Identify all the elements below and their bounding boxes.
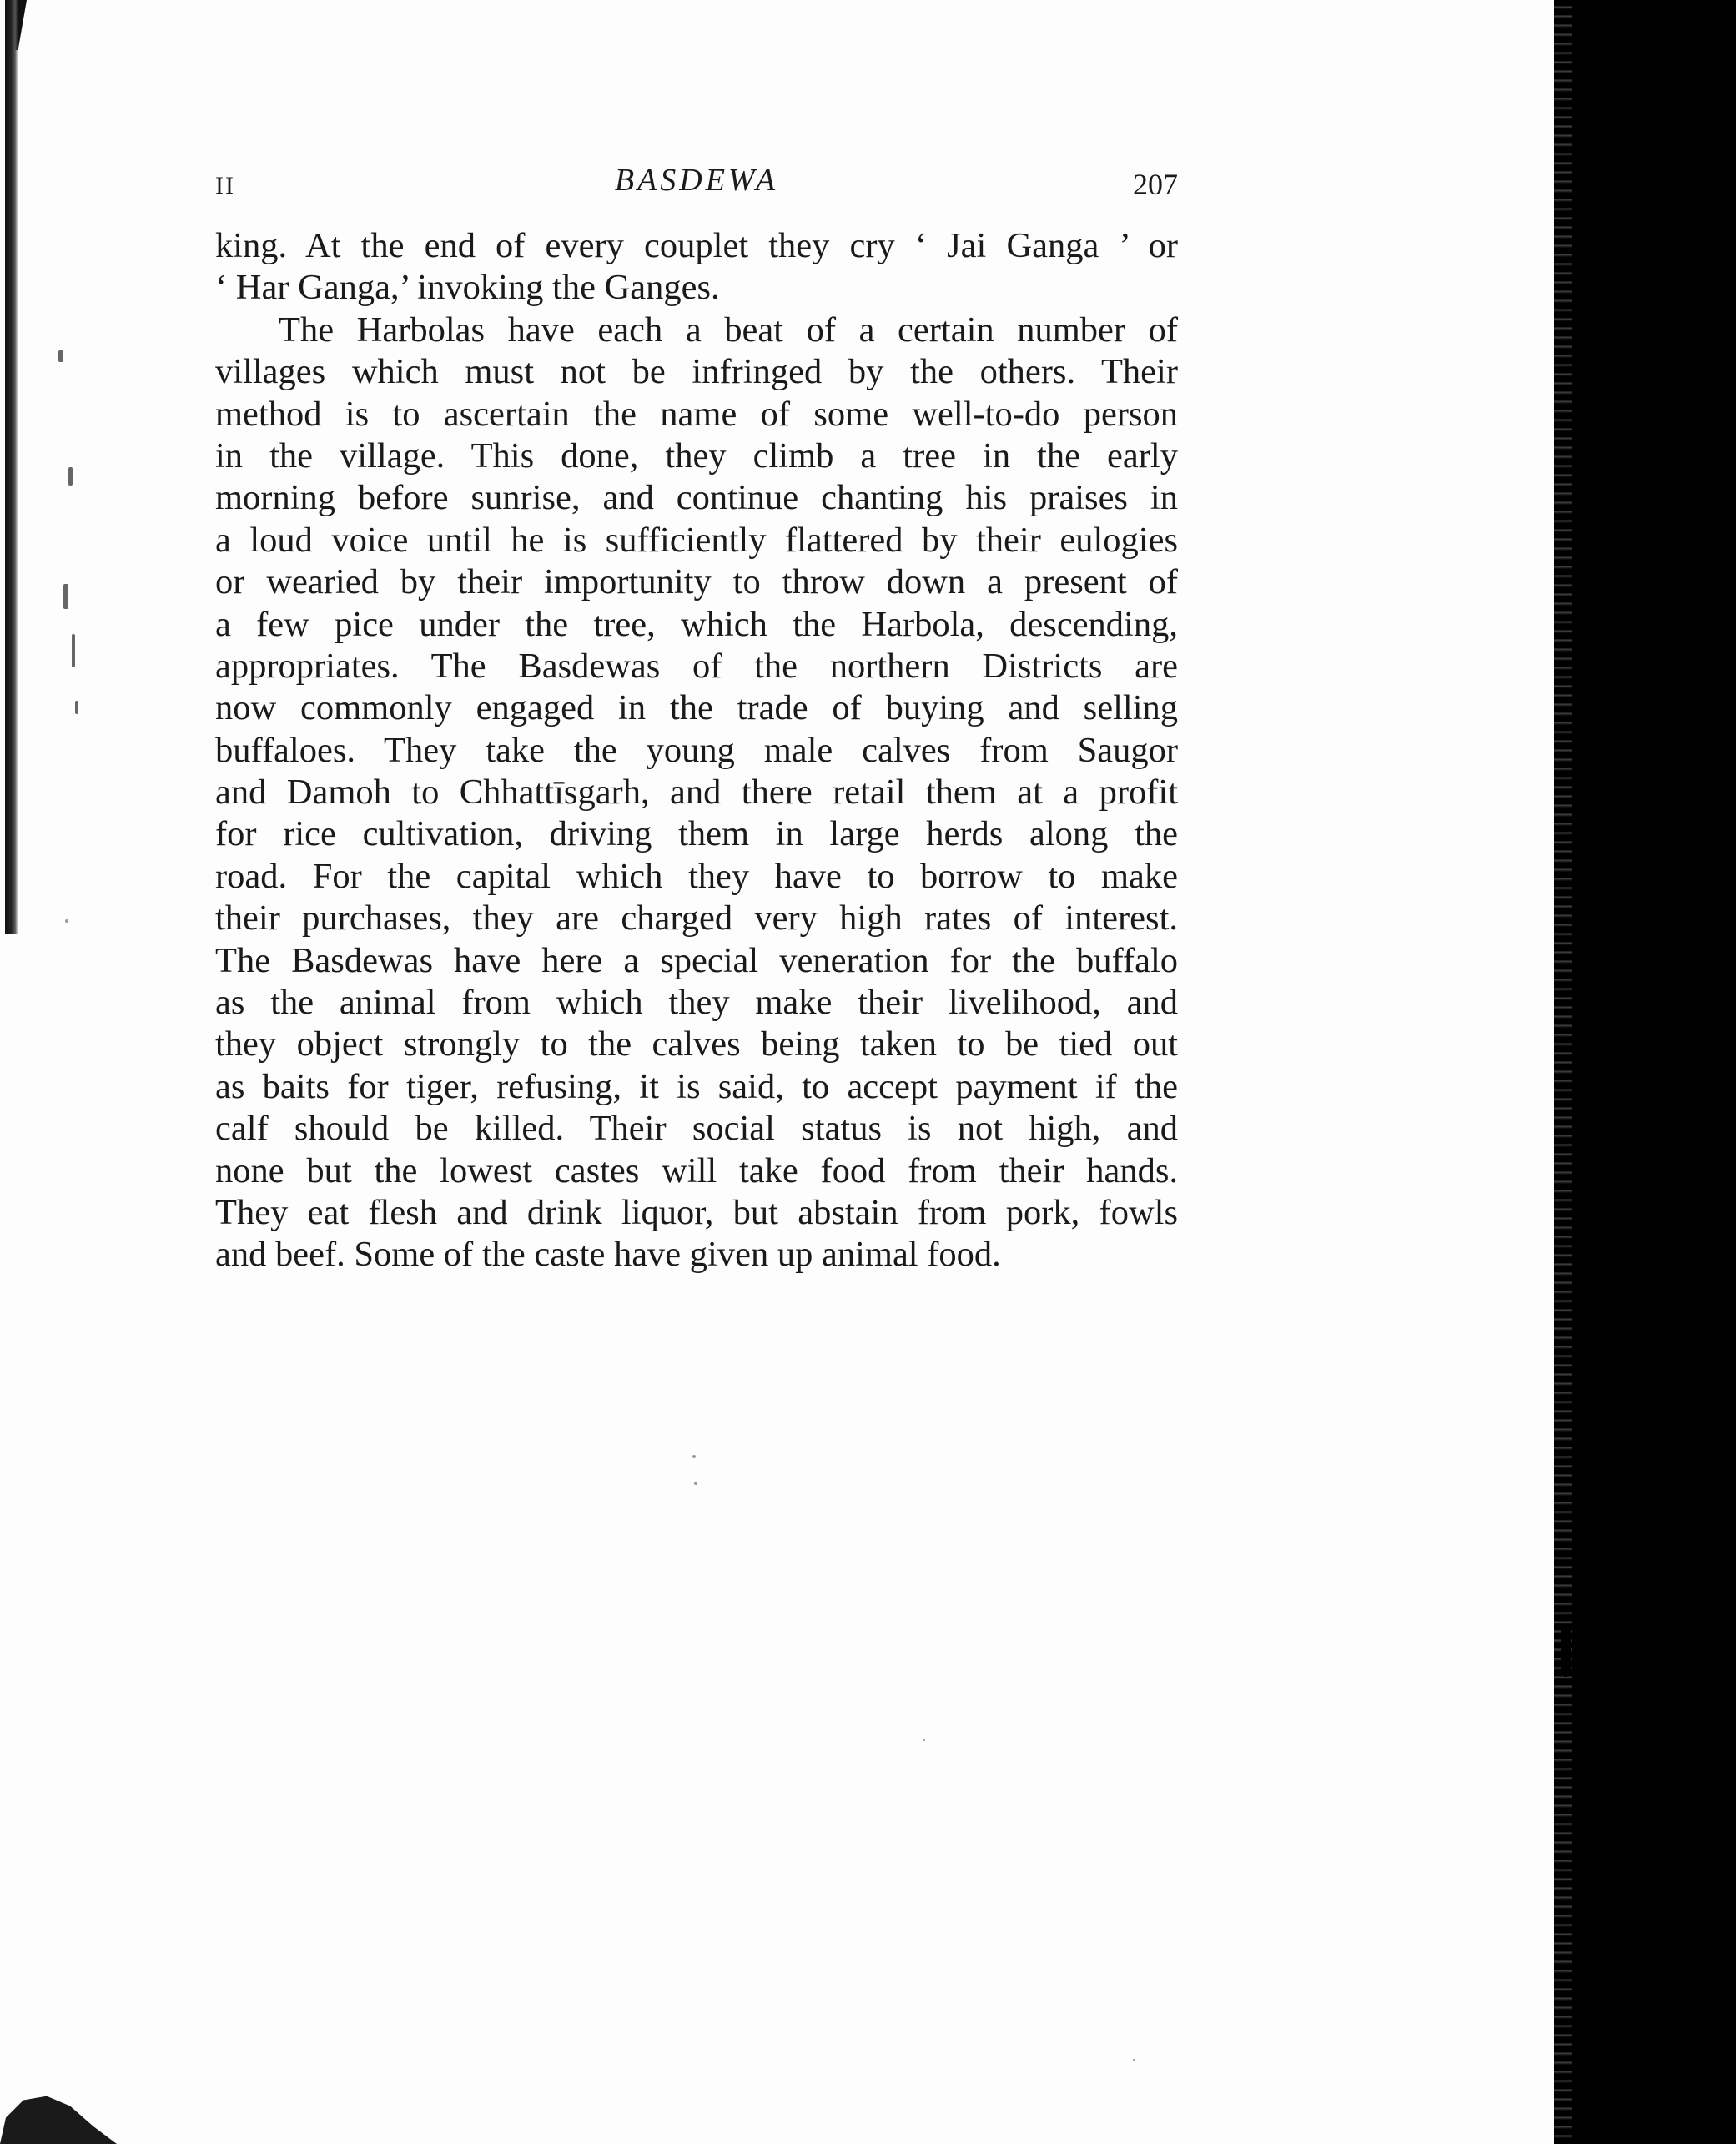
scan-speck [72,634,75,667]
page-number: 207 [1133,168,1178,201]
binding-shadow [5,0,18,934]
scan-speck [694,1482,697,1485]
scan-speck [63,584,68,609]
text-line: appropriates. The Basdewas of the northern Districts are [215,646,1178,686]
text-line: ‘ Har Ganga,’ invoking the Ganges. [215,268,720,308]
text-line: method is to ascertain the name of some well-to-do person [215,394,1178,434]
text-line: their purchases, they are charged very high rates of interest. [215,898,1178,939]
scan-speck [68,467,73,486]
text-line: none but the lowest castes will take food from their hands. [215,1150,1178,1190]
text-line: now commonly engaged in the trade of buying and selling [215,688,1178,728]
text-line: road. For the capital which they have to borrow to make [215,856,1178,896]
text-line: they object strongly to the calves being taken to be tied out [215,1024,1178,1064]
text-line: They eat flesh and drink liquor, but abstain from pork, fowls [215,1192,1178,1232]
text-line: king. At the end of every couplet they cry ‘ Jai Ganga ’ or [215,226,1178,265]
text-line: or wearied by their importunity to throw down a present of [215,562,1178,602]
right-edge-fringe [1554,0,1572,2144]
right-edge-notch [1561,1627,1571,1677]
scan-speck [58,350,63,362]
text-line: buffaloes. They take the young male calves from Saugor [215,730,1178,770]
text-line: calf should be killed. Their social status is not high, and [215,1109,1178,1149]
text-line: The Basdewas have here a special veneration for the buffalo [215,940,1178,980]
text-line: a loud voice until he is sufficiently flattered by their eulogies [215,520,1178,560]
scan-speck [923,1739,925,1741]
right-dark-edge [1569,0,1736,2144]
scan-speck [75,701,78,714]
scan-speck [1133,2059,1135,2061]
body-text [215,225,1178,1276]
chapter-numeral: II [215,172,235,199]
running-title: BASDEWA [614,163,779,198]
text-line: and Damoh to Chhattīsgarh, and there retail them at a profit [215,773,1178,813]
scan-speck [65,919,68,923]
text-line: and beef. Some of the caste have given up animal food. [215,1235,1001,1275]
text-line: a few pice under the tree, which the Harbola, descending, [215,604,1178,644]
paragraph-1 [215,225,1178,310]
scan-speck [692,1455,696,1458]
text-line: as the animal from which they make their livelihood, and [215,983,1178,1023]
left-binding-gutter [0,0,108,2144]
text-line: for rice cultivation, driving them in large herds along the [215,814,1178,854]
running-header [215,162,1178,204]
paragraph-2 [215,310,1178,1276]
scanner-thumb-shadow [0,2086,117,2144]
text-line: as baits for tiger, refusing, it is said, to accept payment if the [215,1066,1178,1106]
text-line: morning before sunrise, and continue chanting his praises in [215,478,1178,518]
text-line: in the village. This done, they climb a tree in the early [215,435,1178,476]
text-line: The Harbolas have each a beat of a certain number of [279,310,1178,350]
text-line: villages which must not be infringed by the others. Their [215,352,1178,392]
